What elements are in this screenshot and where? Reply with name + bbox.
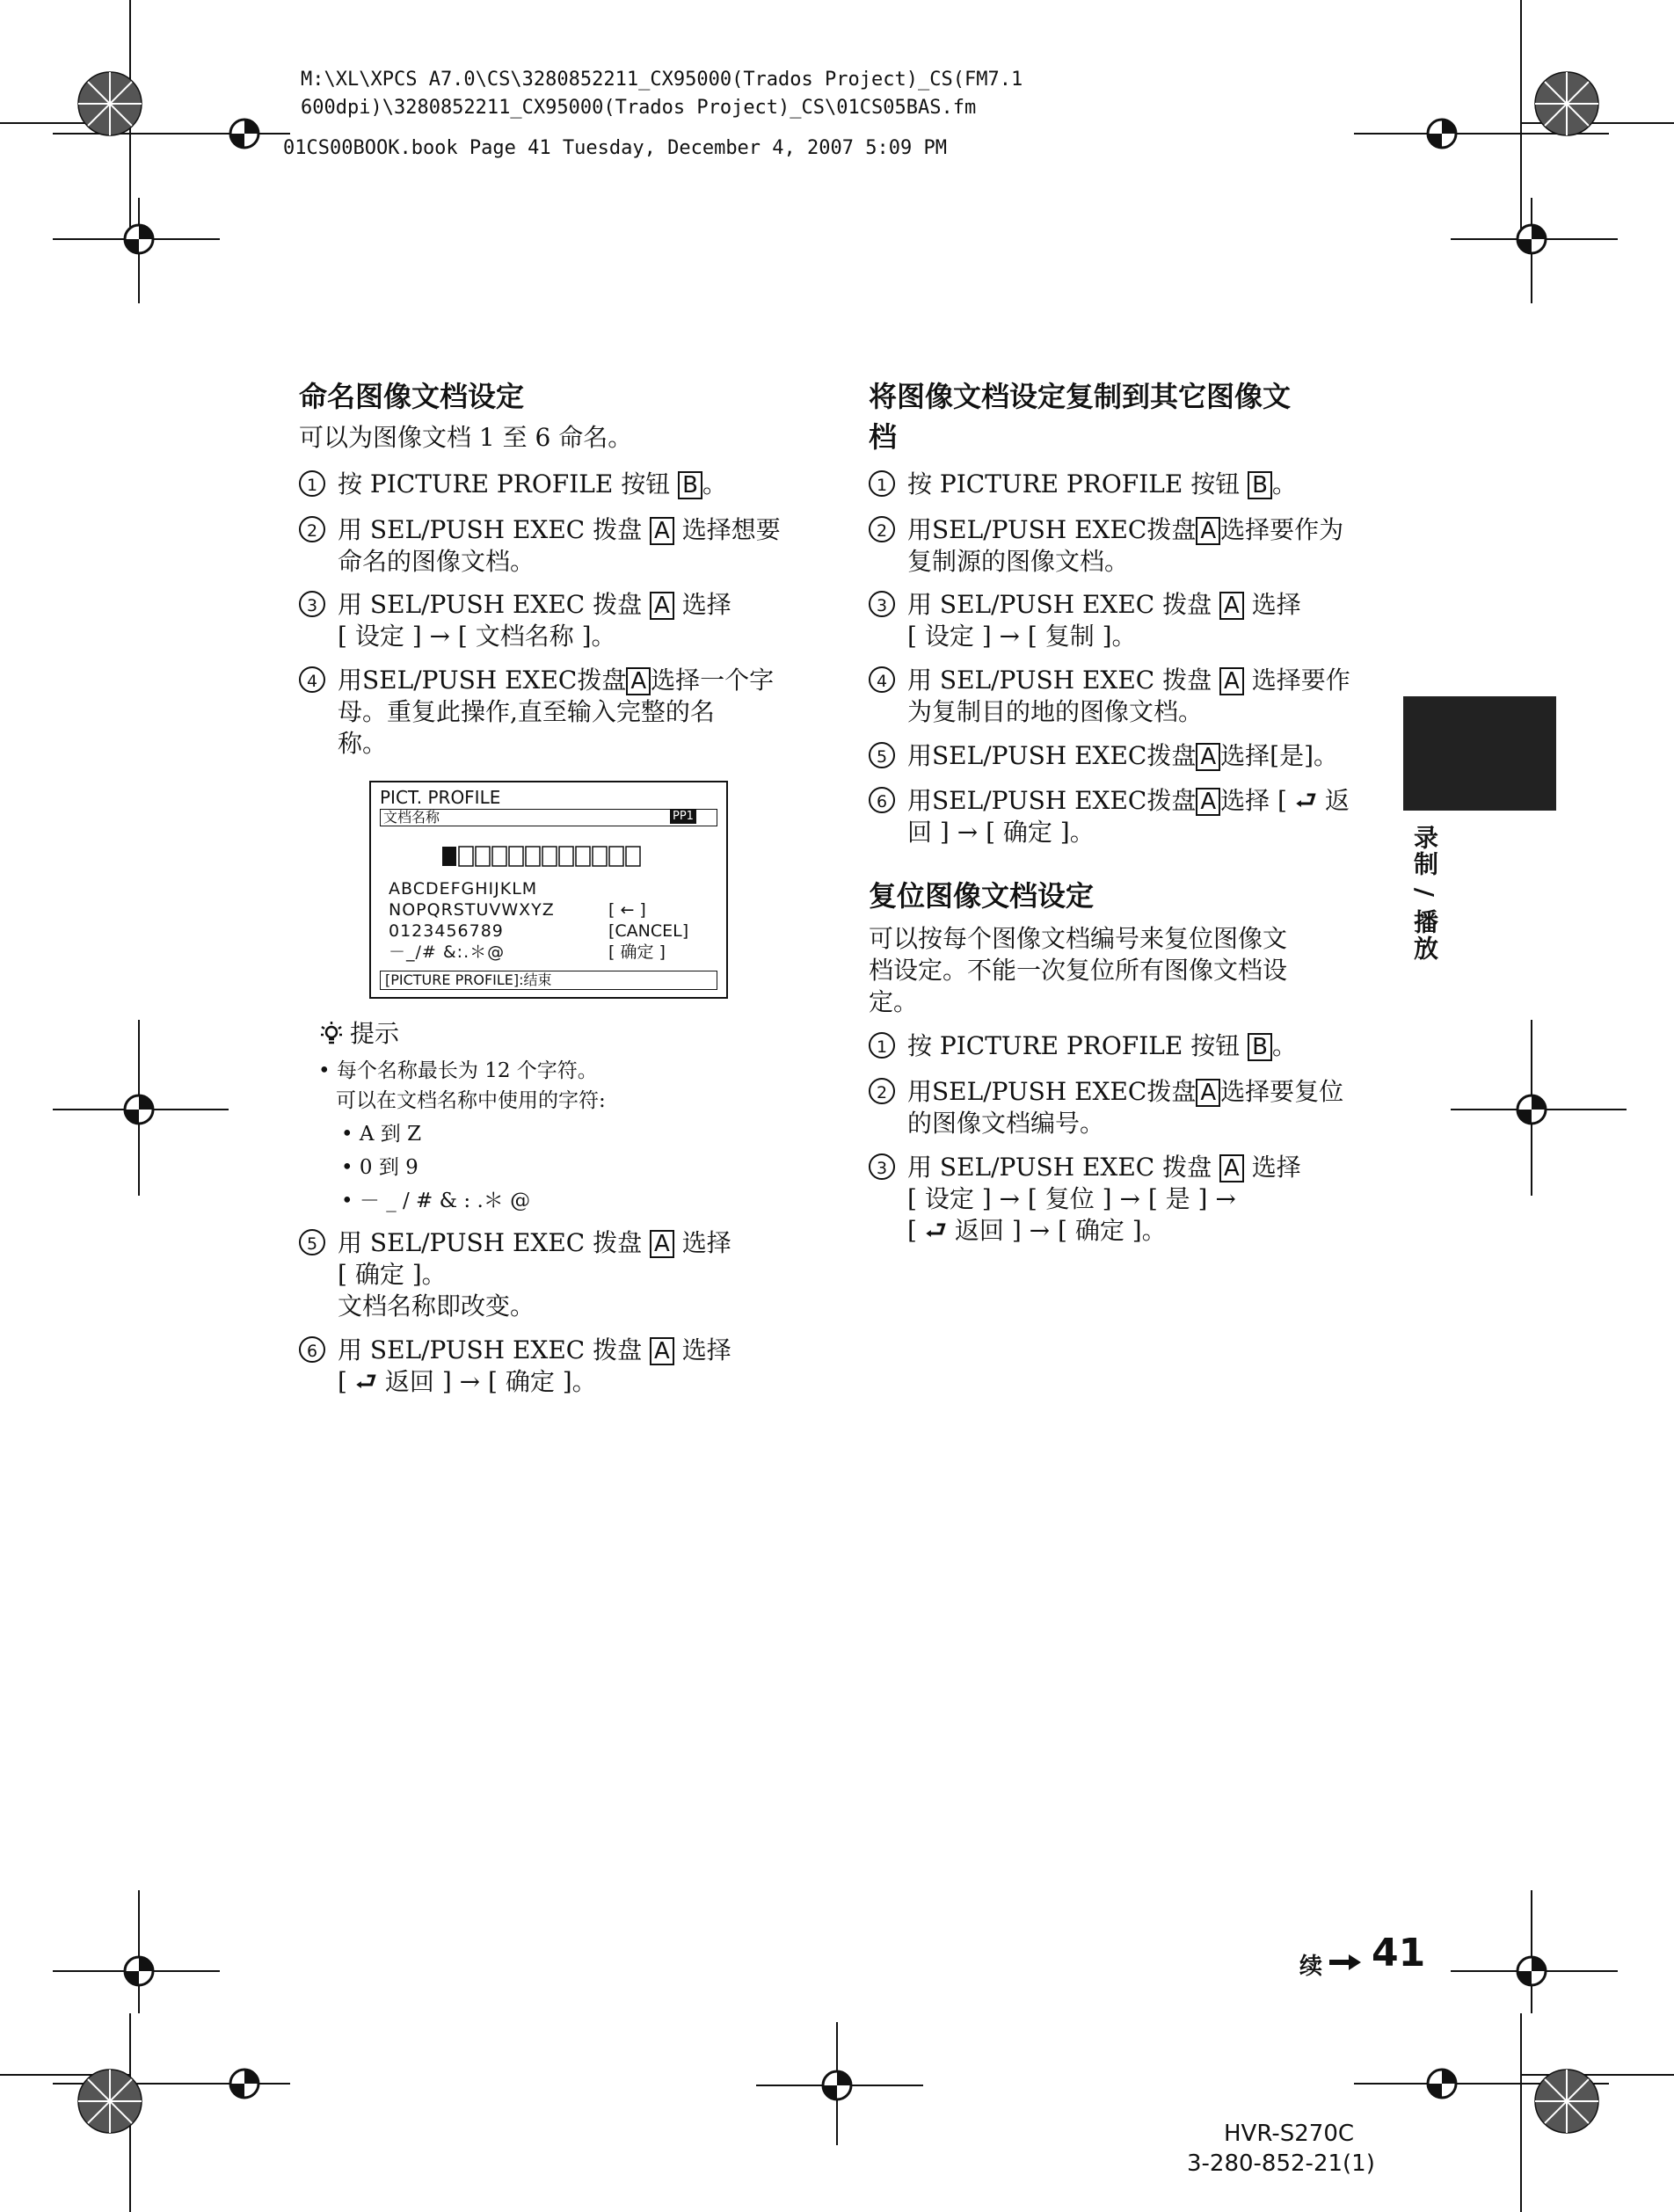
file-path-line-2: 600dpi)\3280852211_CX95000(Trados Project)_CS\01CS05BAS.fm xyxy=(301,97,977,119)
continued-arrow-icon xyxy=(1328,1952,1363,1976)
tip-sub-1: • A 到 Z xyxy=(341,1123,422,1146)
left-section-title: 命名图像文档设定 xyxy=(299,380,525,413)
right-step-6: 6 用SEL/PUSH EXEC拨盘 A 选择 [ ⮐ 返 回 ] → [ 确定 ]。 xyxy=(869,785,1350,848)
char-row-4: －_/# &:.＊@ xyxy=(389,942,506,962)
model-number: HVR-S270C xyxy=(1224,2121,1355,2147)
right-section-title-1: 将图像文档设定复制到其它图像文 档 xyxy=(869,380,1292,454)
right-step-1: 1 按 PICTURE PROFILE 按钮 B 。 xyxy=(869,469,1297,500)
dial-a-key: A xyxy=(626,667,651,695)
book-info-line: 01CS00BOOK.book Page 41 Tuesday, December 4, 2007 5:09 PM xyxy=(283,137,947,159)
profile-badge: PP1 xyxy=(670,810,696,824)
tip-icon xyxy=(318,1020,345,1050)
left-step-3: 3 用 SEL/PUSH EXEC 拨盘 A 选择 [ 设定 ] → [ 文档名称 ]。 xyxy=(299,589,731,652)
tip-sub-3: • － _ / # & : .＊ @ xyxy=(341,1190,531,1212)
button-b-key: B xyxy=(1248,1033,1272,1061)
left-step-5: 5 用 SEL/PUSH EXEC 拨盘 A 选择 [ 确定 ]。 文档名称即改变。 xyxy=(299,1227,731,1322)
ok-key: [ 确定 ] xyxy=(608,942,666,962)
dial-a-key: A xyxy=(1219,1154,1244,1182)
dial-a-key: A xyxy=(1219,592,1244,620)
button-b-key: B xyxy=(678,471,702,499)
screen-footer: [PICTURE PROFILE]:结束 xyxy=(385,971,552,988)
file-path-line-1: M:\XL\XPCS A7.0\CS\3280852211_CX95000(Trados Project)_CS(FM7.1 xyxy=(301,69,1023,91)
tip-title: 提示 xyxy=(350,1019,400,1048)
char-row-2: NOPQRSTUVWXYZ xyxy=(389,900,555,920)
left-step-4: 4 用SEL/PUSH EXEC拨盘 A 选择一个字 母。重复此操作,直至输入完整的名 称。 xyxy=(299,665,774,760)
page-number: 41 xyxy=(1372,1931,1426,1976)
dial-a-key: A xyxy=(650,517,674,545)
right-reset-step-3: 3 用 SEL/PUSH EXEC 拨盘 A 选择 [ 设定 ] → [ 复位 ] → [ 是 ] → [ ⮐ 返回 ] → [ 确定 ]。 xyxy=(869,1152,1301,1247)
dial-a-key: A xyxy=(650,1337,674,1365)
section-tab-marker xyxy=(1403,696,1556,811)
dial-a-key: A xyxy=(650,592,674,620)
document-code: 3-280-852-21(1) xyxy=(1187,2150,1375,2177)
cancel-key: [CANCEL] xyxy=(608,921,689,941)
lcd-screen-illustration xyxy=(369,781,728,999)
side-section-label: 录制 / 播放 xyxy=(1410,825,1439,962)
tip-bullet-1b: 可以在文档名称中使用的字符: xyxy=(336,1089,606,1112)
right-reset-step-2: 2 用SEL/PUSH EXEC拨盘 A 选择要复位 的图像文档编号。 xyxy=(869,1076,1343,1139)
right-intro-2: 可以按每个图像文档编号来复位图像文 档设定。不能一次复位所有图像文档设 定。 xyxy=(869,924,1288,1016)
dial-a-key: A xyxy=(1196,517,1220,545)
char-row-1: ABCDEFGHIJKLM xyxy=(389,879,538,899)
right-step-4: 4 用 SEL/PUSH EXEC 拨盘 A 选择要作 为复制目的地的图像文档。 xyxy=(869,665,1350,728)
button-b-key: B xyxy=(1248,471,1272,499)
right-step-2: 2 用SEL/PUSH EXEC拨盘 A 选择要作为 复制源的图像文档。 xyxy=(869,514,1343,578)
continued-label: 续 xyxy=(1299,1954,1323,1980)
left-step-2: 2 用 SEL/PUSH EXEC 拨盘 A 选择想要 命名的图像文档。 xyxy=(299,514,781,578)
screen-subtitle: 文档名称 xyxy=(383,809,440,826)
left-step-1: 1 按 PICTURE PROFILE 按钮 B 。 xyxy=(299,469,727,500)
screen-title: PICT. PROFILE xyxy=(380,787,501,808)
dial-a-key: A xyxy=(1219,667,1244,695)
dial-a-key: A xyxy=(650,1230,674,1258)
right-step-5: 5 用SEL/PUSH EXEC拨盘 A 选择[是]。 xyxy=(869,740,1338,772)
left-step-6: 6 用 SEL/PUSH EXEC 拨盘 A 选择 [ ⮐ 返回 ] → [ 确定 ]。 xyxy=(299,1335,731,1398)
dial-a-key: A xyxy=(1196,743,1220,771)
right-step-3: 3 用 SEL/PUSH EXEC 拨盘 A 选择 [ 设定 ] → [ 复制 ]。 xyxy=(869,589,1301,652)
back-key: [ ← ] xyxy=(608,900,646,920)
right-section-title-2: 复位图像文档设定 xyxy=(869,879,1095,913)
name-input-boxes xyxy=(441,846,644,870)
dial-a-key: A xyxy=(1196,1079,1220,1107)
left-intro: 可以为图像文档 1 至 6 命名。 xyxy=(299,423,633,452)
tip-bullet-1: • 每个名称最长为 12 个字符。 xyxy=(318,1059,598,1082)
right-reset-step-1: 1 按 PICTURE PROFILE 按钮 B 。 xyxy=(869,1030,1297,1062)
dial-a-key: A xyxy=(1196,788,1220,816)
tip-sub-2: • 0 到 9 xyxy=(341,1156,418,1179)
char-row-3: 0123456789 xyxy=(389,921,504,941)
